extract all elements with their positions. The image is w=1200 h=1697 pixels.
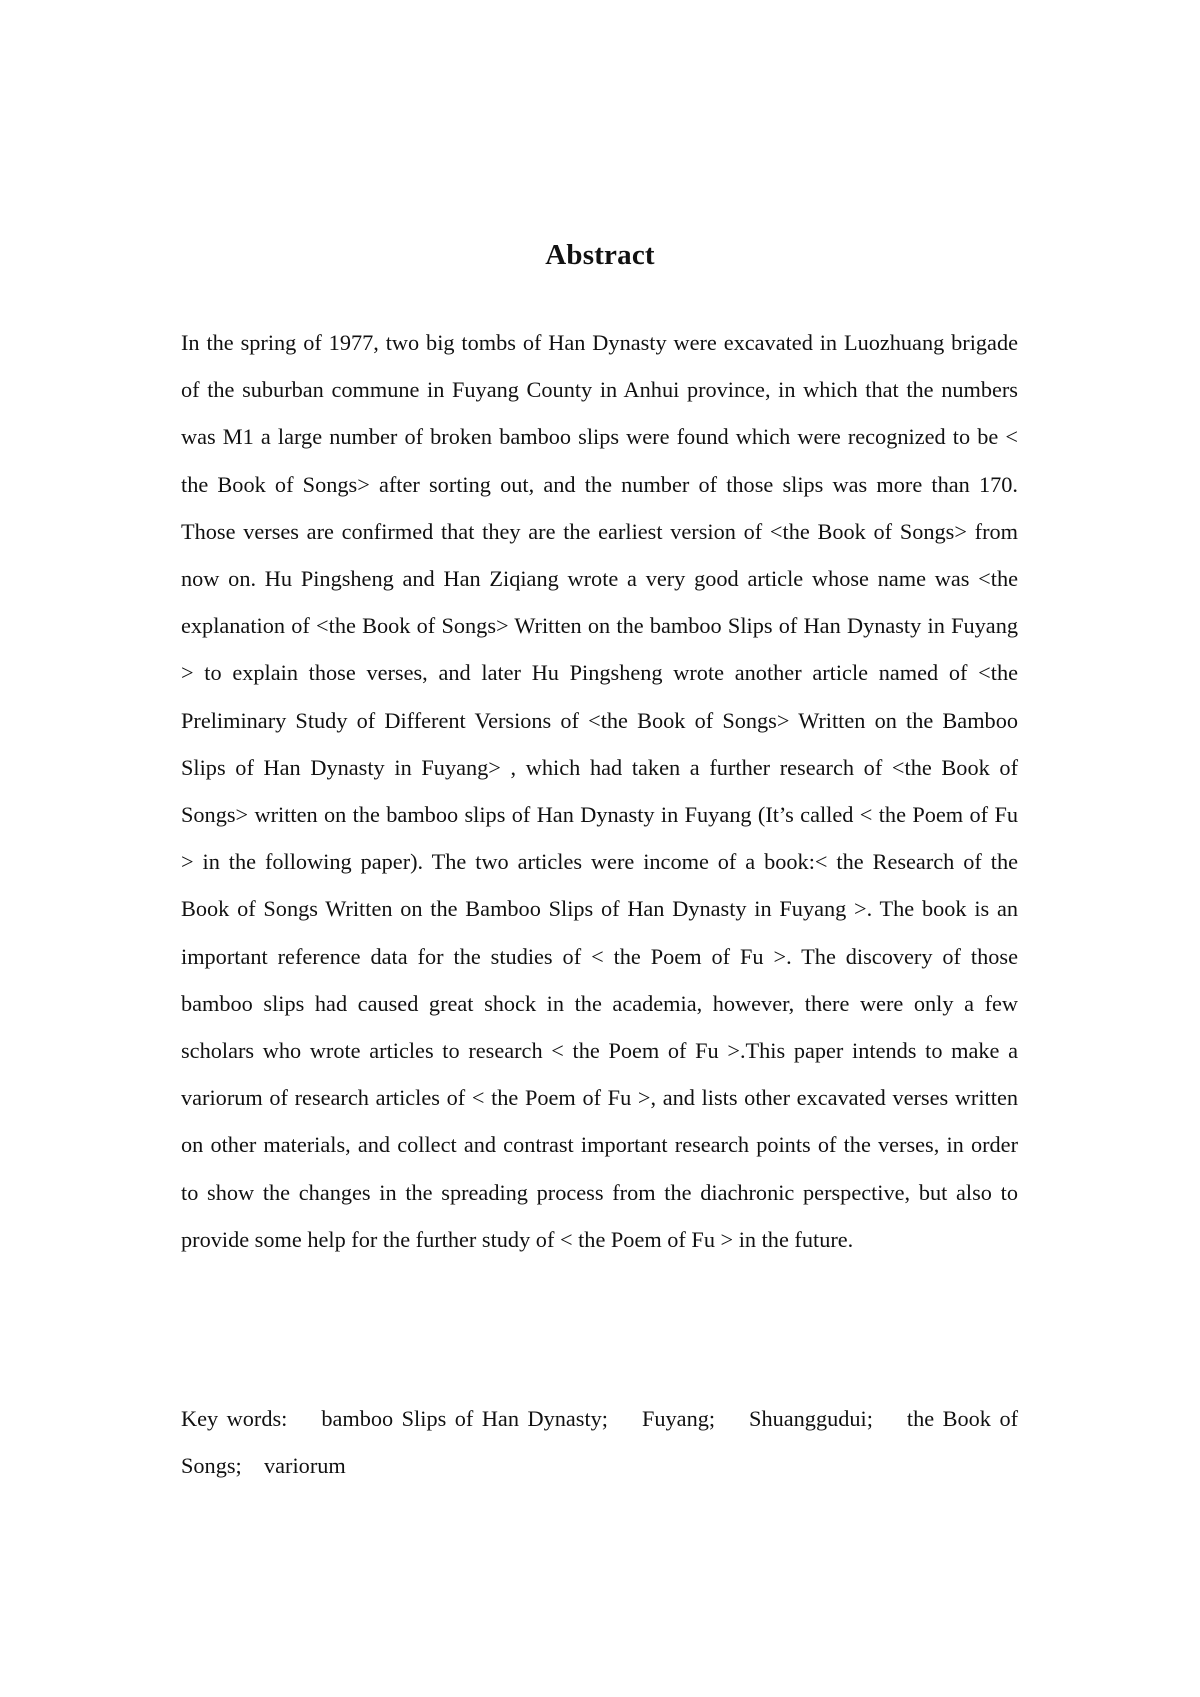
keyword-item: bamboo Slips of Han Dynasty;	[321, 1406, 608, 1431]
keyword-item: Fuyang;	[641, 1406, 716, 1431]
keyword-item: the Book of Songs;	[181, 1406, 1019, 1479]
keywords-label: Key words:	[181, 1406, 288, 1431]
page-title: Abstract	[545, 239, 655, 272]
keywords-line	[181, 1395, 1018, 1489]
keyword-item: variorum	[264, 1453, 346, 1479]
keyword-item: Shuanggudui;	[749, 1406, 873, 1431]
abstract-paragraph: In the spring of 1977, two big tombs of Han Dynasty were excavated in Luozhuang brigade of the suburban commune in Fuyang County in Anhui province, in which that the numbers was M1 a large number of broken bamboo slips were found which were recognized to be < the Book of Songs> after sorting out, and the number of those slips was more than 170. Those verses are confirmed that they are the earliest version of <the Book of Songs> from now on. Hu Pingsheng and Han Ziqiang wrote a very good article whose name was <the explanation of <the Book of Songs> Written on the bamboo Slips of Han Dynasty in Fuyang > to explain those verses, and later Hu Pingsheng wrote another article named of <the Preliminary Study of Different Versions of <the Book of Songs> Written on the Bamboo Slips of Han Dynasty in Fuyang> , which had taken a further research of <the Book of Songs> written on the bamboo slips of Han Dynasty in Fuyang (It’s called < the Poem of Fu > in the following paper). The two articles were income of a book:< the Research of the Book of Songs Written on the Bamboo Slips of Han Dynasty in Fuyang >. The book is an important reference data for the studies of < the Poem of Fu >. The discovery of those bamboo slips had caused great shock in the academia, however, there were only a few scholars who wrote articles to research < the Poem of Fu >.This paper intends to make a variorum of research articles of < the Poem of Fu >, and lists other excavated verses written on other materials, and collect and contrast important research points of the verses, in order to show the changes in the spreading process from the diachronic perspective, but also to provide some help for the further study of < the Poem of Fu > in the future.	[181, 330, 1018, 1252]
